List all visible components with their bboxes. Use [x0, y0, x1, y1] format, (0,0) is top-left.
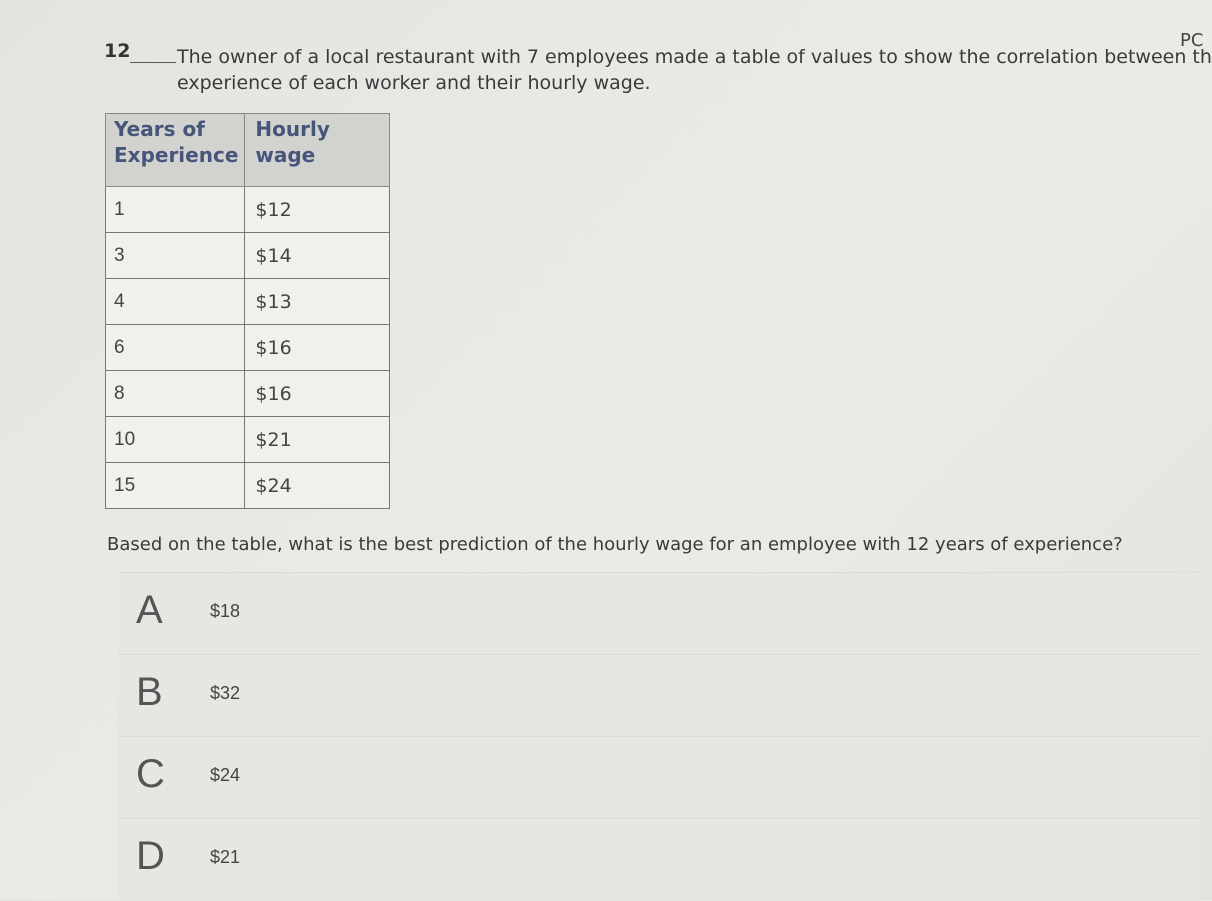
choice-value: $32	[210, 683, 241, 703]
table-row	[106, 371, 390, 417]
choice-letter: D	[136, 834, 165, 878]
header-years-line-1: Years of	[114, 117, 205, 141]
years-cell: 3	[106, 233, 245, 279]
table-row	[106, 233, 390, 279]
answer-choice-d[interactable]	[118, 818, 1200, 901]
choice-value: $18	[210, 601, 241, 621]
years-cell: 1	[106, 187, 245, 233]
experience-wage-table	[105, 113, 390, 509]
wage-cell: $21	[245, 417, 390, 463]
table-row	[106, 463, 390, 509]
years-cell: 6	[106, 325, 245, 371]
header-years-of-experience	[106, 114, 245, 187]
header-wage-line-2: wage	[255, 143, 316, 167]
wage-cell: $14	[245, 233, 390, 279]
choice-letter: C	[136, 752, 165, 796]
question-number: 12	[104, 40, 131, 62]
wage-cell: $16	[245, 371, 390, 417]
choice-value: $24	[210, 765, 241, 785]
table-row	[106, 187, 390, 233]
years-cell: 15	[106, 463, 245, 509]
question-text-line-2: experience of each worker and their hourly wage.	[177, 72, 651, 94]
choice-letter: A	[136, 588, 163, 632]
choice-letter: B	[136, 670, 163, 714]
years-cell: 10	[106, 417, 245, 463]
header-hourly-wage	[245, 114, 390, 187]
header-years-line-2: Experience	[114, 143, 239, 167]
question-text-line-1: The owner of a local restaurant with 7 employees made a table of values to show the correlation between th	[177, 46, 1212, 68]
table-row	[106, 325, 390, 371]
answer-choice-c[interactable]	[118, 736, 1200, 819]
header-wage-line-1: Hourly	[255, 117, 330, 141]
wage-cell: $16	[245, 325, 390, 371]
answer-blank-line	[130, 62, 176, 63]
choice-value: $21	[210, 847, 241, 867]
table-row	[106, 417, 390, 463]
answer-choice-a[interactable]	[118, 572, 1200, 655]
wage-cell: $12	[245, 187, 390, 233]
question-text	[177, 44, 1212, 96]
years-cell: 4	[106, 279, 245, 325]
wage-cell: $24	[245, 463, 390, 509]
table-header-row	[106, 114, 390, 187]
page-corner-text: PC	[1180, 30, 1204, 51]
wage-cell: $13	[245, 279, 390, 325]
table-row	[106, 279, 390, 325]
prediction-prompt: Based on the table, what is the best prediction of the hourly wage for an employee with 12 years of experience?	[107, 534, 1123, 555]
years-cell: 8	[106, 371, 245, 417]
answer-choice-b[interactable]	[118, 654, 1200, 737]
